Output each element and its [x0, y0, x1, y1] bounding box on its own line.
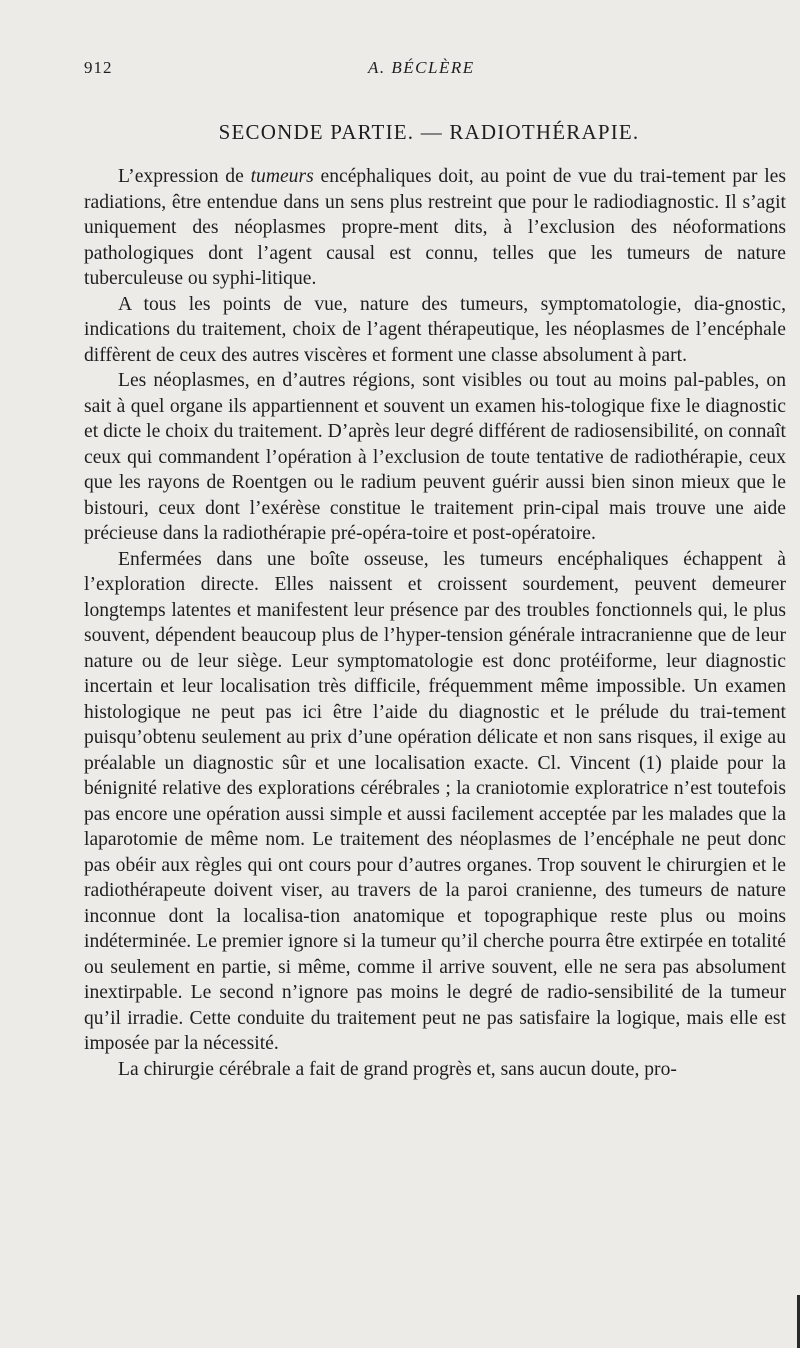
body-text — [84, 164, 786, 1082]
page-number: 912 — [84, 58, 113, 77]
paragraph: Enfermées dans une boîte osseuse, les tumeurs encéphaliques échappent à l’exploration directe. Elles naissent et croissent sourdement, peuvent demeurer longtemps latentes et manifestent leur présence par des troubles fonctionnels qui, le plus souvent, dépendent beaucoup plus de l’hyper-tension générale intracranienne que de leur nature ou de leur siège. Leur symptomatologie est donc protéiforme, leur diagnostic incertain et leur localisation très difficile, fréquemment même impossible. Un examen histologique ne peut pas ici être l’aide du diagnostic et le prélude du trai-tement puisqu’obtenu seulement au prix d’une opération délicate et non sans risques, il exige au préalable un diagnostic sûr et une localisation exacte. Cl. Vincent (1) plaide pour la bénignité relative des explorations cérébrales ; la craniotomie exploratrice n’est toutefois pas encore une opération aussi simple et aussi facilement acceptée par les malades que la laparotomie de même nom. Le traitement des néoplasmes de l’encéphale ne peut donc pas obéir aux règles qui ont cours pour d’autres organes. Trop souvent le chirurgien et le radiothérapeute doivent viser, au travers de la paroi cranienne, des tumeurs de nature inconnue dont la localisa-tion anatomique et topographique reste plus ou moins indéterminée. Le premier ignore si la tumeur qu’il cherche pourra être extirpée en totalité ou seulement en partie, si même, comme il arrive souvent, elle ne sera pas absolument inextirpable. Le second n’ignore pas moins le degré de radio-sensibilité de la tumeur qu’il irradie. Cette conduite du traitement peut ne pas satisfaire la logique, mais elle est imposée par la nécessité. — [84, 548, 786, 1054]
paragraph-text: encéphaliques doit, au point de vue du trai-tement par les radiations, être entendue dans un sens plus restreint que pour le radiodiagnostic. Il s’agit uniquement des néoplasmes propre-ment dits, à l’exclusion des néoformations pathologiques dont l’agent causal est connu, telles que les tumeurs de nature tuberculeuse ou syphi-litique. — [84, 166, 786, 289]
paragraph: A tous les points de vue, nature des tumeurs, symptomatologie, dia-gnostic, indications du traitement, choix de l’agent thérapeutique, les néoplasmes de l’encéphale diffèrent de ceux des autres viscères et forment une classe absolument à part. — [84, 293, 786, 366]
section-title: SECONDE PARTIE. — RADIOTHÉRAPIE. — [218, 120, 640, 144]
running-head — [84, 58, 774, 82]
emphasized-term: tumeurs — [250, 166, 314, 187]
paragraph — [84, 164, 786, 292]
running-head-author: A. BÉCLÈRE — [368, 58, 475, 77]
paragraph: Les néoplasmes, en d’autres régions, sont visibles ou tout au moins pal-pables, on sait à quel organe ils appartiennent et souvent un examen his-tologique fixe le diagnostic et dicte le choix du traitement. D’après leur degré différent de radiosensibilité, on connaît ceux qui commandent l’opération à l’exclusion de toute tentative de radiothérapie, ceux que les rayons de Roentgen ou le radium peuvent guérir aussi bien sinon mieux que le bistouri, ceux dont l’exérèse constitue le traitement prin-cipal mais trouve une aide précieuse dans la radiothérapie pré-opéra-toire et post-opératoire. — [84, 370, 786, 544]
paragraph: La chirurgie cérébrale a fait de grand progrès et, sans aucun doute, pro- — [118, 1058, 677, 1080]
paragraph-text: L’expression de — [118, 166, 251, 187]
